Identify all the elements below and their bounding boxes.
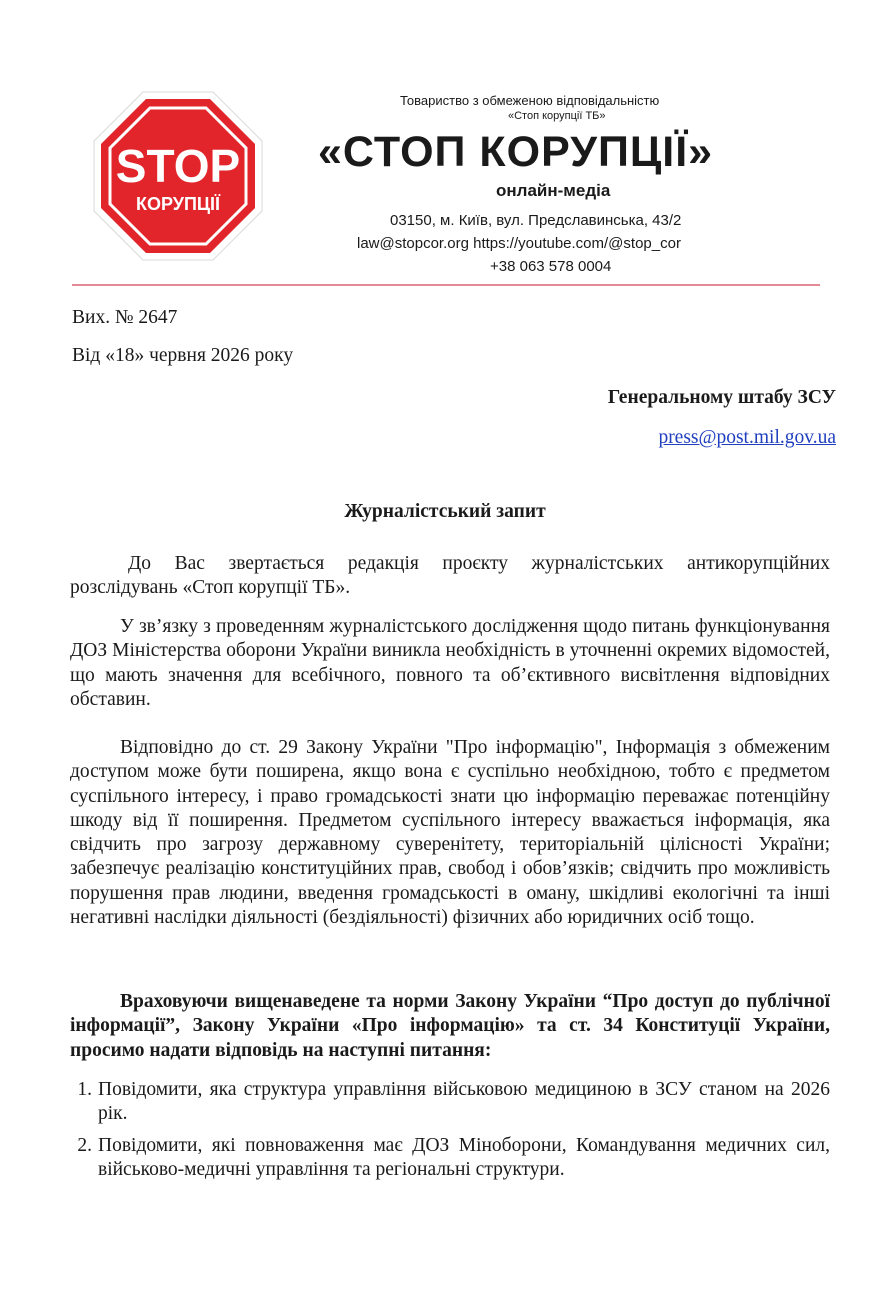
question-number: 1. (77, 1079, 92, 1100)
paragraph-context: У зв’язку з проведенням журналістського дослідження щодо питань функціонування ДОЗ Міністерства оборони України виникла необхідність в уточненні окремих відомостей, що мають значення для всебічного, повного та об’єктивного висвітлення відповідних обставин. (70, 616, 830, 710)
questions-list (48, 1078, 830, 1189)
letterhead-divider (72, 284, 820, 286)
paragraph-request: Враховуючи вищенаведене та норми Закону України “Про доступ до публічної інформації”, Закону України «Про інформацію» та ст. 34 Конституції України, просимо надати відповідь на наступні питання: (70, 991, 830, 1061)
logo-corruption-text: КОРУПЦІЇ (135, 194, 221, 214)
recipient-email-link[interactable]: press@post.mil.gov.ua (658, 427, 836, 448)
letter-date: Від «18» червня 2026 року (72, 345, 294, 366)
org-short-name: «Стоп корупції ТБ» (508, 110, 606, 122)
org-type: Товариство з обмеженою відповідальністю (400, 93, 660, 108)
question-number: 2. (77, 1134, 92, 1156)
stop-corruption-logo (92, 90, 264, 262)
org-address: 03150, м. Київ, вул. Предславинська, 43/2 (390, 212, 682, 229)
paragraph-intro: До Вас звертається редакція проєкту журналістських антикорупційних розслідувань «Стоп корупції ТБ». (70, 553, 830, 599)
org-phone: +38 063 578 0004 (490, 258, 612, 275)
brand-name: «СТОП КОРУПЦІЇ» (318, 128, 713, 176)
brand-subtitle: онлайн-медіа (496, 181, 611, 200)
question-text: Повідомити, які повноваження має ДОЗ Міноборони, Командування медичних сил, військово-медичні управління та регіональні структури. (98, 1134, 830, 1180)
list-item (48, 1078, 830, 1127)
logo-stop-text: STOP (115, 140, 241, 192)
outgoing-number: Вих. № 2647 (72, 307, 178, 328)
recipient: Генеральному штабу ЗСУ (607, 387, 836, 408)
document-title: Журналістський запит (344, 501, 546, 522)
list-item (48, 1134, 830, 1183)
paragraph-law: Відповідно до ст. 29 Закону України "Про інформацію", Інформація з обмеженим доступом може бути поширена, якщо вона є суспільно необхідною, тобто є предметом суспільного інтересу, і право громадськості знати цю інформацію переважає потенційну шкоду від її поширення. Предметом суспільного інтересу вважається інформація, яка свідчить про загрозу державному суверенітету, територіальній цілісності України; забезпечує реалізацію конституційних прав, свобод і обов’язків; свідчить про можливість порушення прав людини, введення громадськості в оману, шкідливі екологічні та інші негативні наслідки діяльності (бездіяльності) фізичних або юридичних осіб тощо. (70, 737, 830, 929)
question-text: Повідомити, яка структура управління військовою медициною в ЗСУ станом на 2026 рік. (98, 1079, 830, 1125)
org-contacts: law@stopcor.org https://youtube.com/@stop_cor (357, 235, 681, 252)
